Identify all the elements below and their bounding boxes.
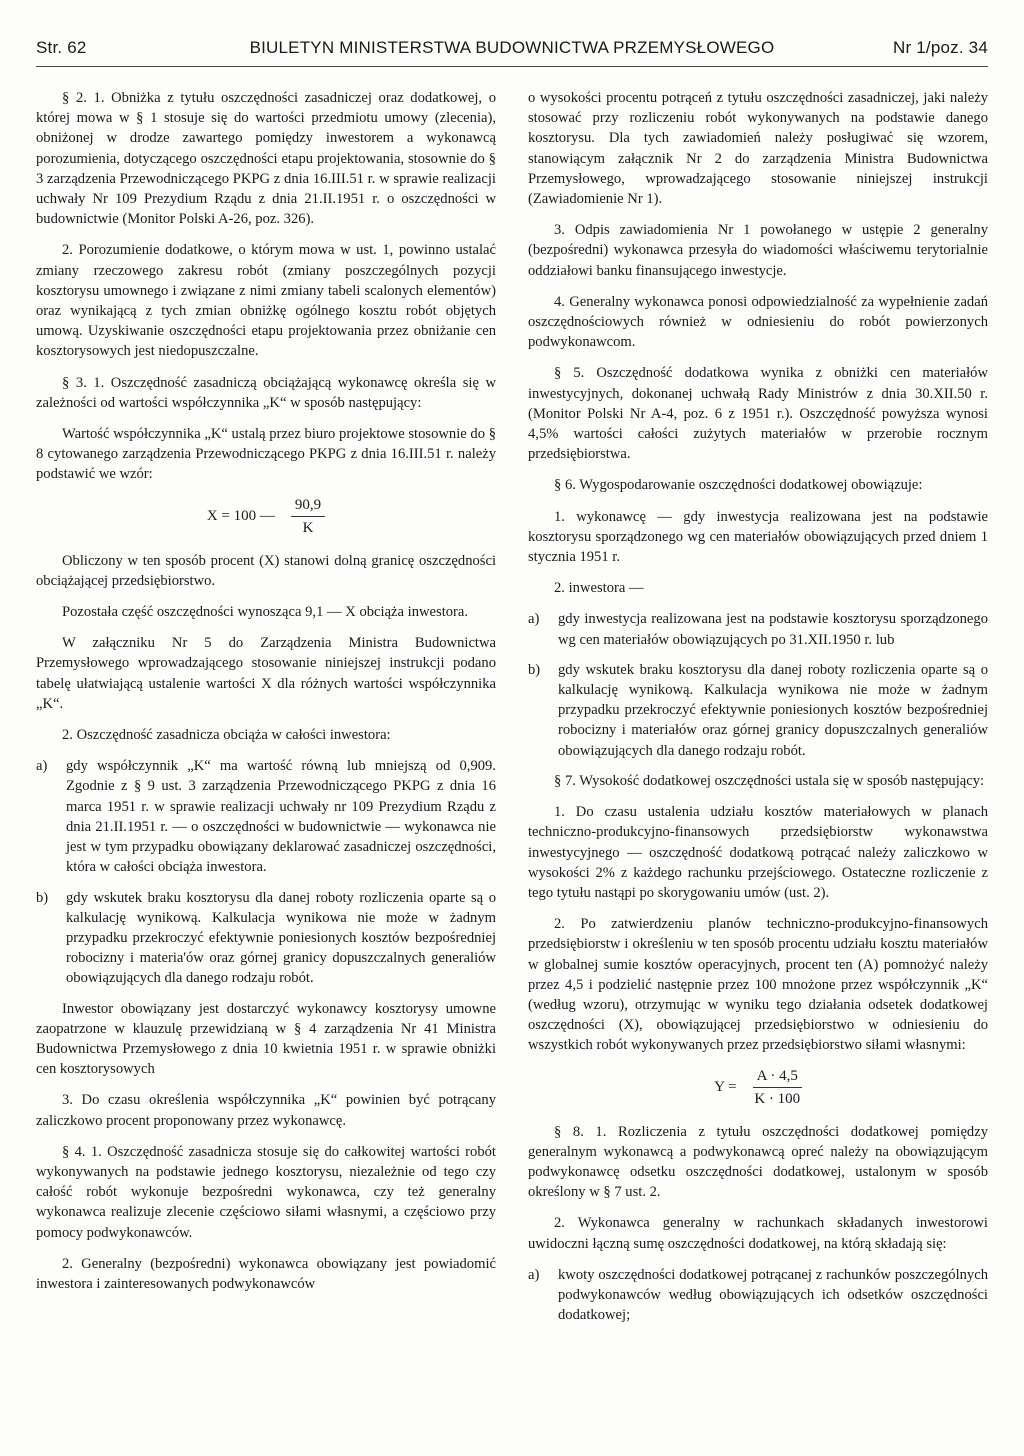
list-item — [36, 756, 496, 877]
paragraph: § 4. 1. Oszczędność zasadnicza stosuje się do całkowitej wartości robót wykonywanych na podstawie jednego kosztorysu, niezależnie od tego czy całość robót wykonuje bezpośredni wykonawca, czy też generalny wykonawca realizuje zlecenie częściowo siłami własnymi, a częściowo przy pomocy podwykonawców. — [36, 1143, 496, 1241]
issue-number: Nr 1/poz. 34 — [892, 38, 988, 57]
list-item — [36, 888, 496, 989]
left-column — [36, 88, 496, 1305]
paragraph: 1. Do czasu ustalenia udziału kosztów materiałowych w planach techniczno-produkcyjno-finansowych przedsiębiorstw wykonawstwa inwestycyjnego — oszczędność dodatkową potrącać należy zaliczkowo w wysokości 2% z każdego rachunku przejściowego. Ostateczne rozliczenie z tego tytułu nastąpi po skorygowaniu umów (ust. 2). — [528, 804, 988, 901]
right-column — [528, 88, 988, 1335]
item-text: kwoty oszczędności dodatkowej potrącanej z rachunków poszczególnych podwykonawców według obowiązujących ich odsetków oszczędności dodatkowej; — [558, 1266, 988, 1324]
list-item — [528, 609, 988, 649]
paragraph: Inwestor obowiązany jest dostarczyć wykonawcy kosztorysy umowne zaopatrzone w klauzulę przewidzianą w § 4 zarządzenia Nr 41 Ministra Budownictwa Przemysłowego z dnia 10 kwietnia 1951 r. w sprawie obniżki cen kosztorysowych — [36, 1000, 496, 1078]
page-number: Str. 62 — [36, 38, 87, 57]
paragraph: 4. Generalny wykonawca ponosi odpowiedzialność za wypełnienie zadań oszczędnościowych również w odniesieniu do robót powierzonych podwykonawcom. — [528, 293, 988, 351]
paragraph: § 7. Wysokość dodatkowej oszczędności ustala się w sposób następujący: — [554, 772, 985, 789]
item-text: gdy wskutek braku kosztorysu dla danej roboty rozliczenia oparte są o kalkulację wynikową. Kalkulacja wynikowa nie może w żadnym przypadku przekroczyć efektywnie poniesionych kosztów bezpośredniej robocizny i materia'ów oraz górnej granicy dopuszczalnych generaliów obowiązujących dla danego rodzaju robót. — [66, 889, 496, 987]
formula-y — [528, 1067, 988, 1108]
paragraph: Wartość współczynnika „K“ ustalą przez biuro projektowe stosownie do § 8 cytowanego zarządzenia Przewodniczącego PKPG z dnia 16.III.51 r. należy podstawić we wzór: — [36, 426, 496, 483]
item-text: gdy współczynnik „K“ ma wartość równą lub mniejszą od 0,909. Zgodnie z § 9 ust. 3 zarządzenia Przewodniczącego PKPG z dnia 16 marca 1951 r. w sprawie realizacji uchwały nr 109 Prezydium Rządu z dnia 21.II.1951 r. — o oszczędności w budownictwie — wykonawca nie jest w tym przypadku obowiązany deklarować zasadniczej oszczędności, która w całości obciąża inwestora. — [66, 758, 496, 876]
formula-numerator: A · 4,5 — [753, 1067, 802, 1088]
paragraph: 2. Porozumienie dodatkowe, o którym mowa w ust. 1, powinno ustalać zmiany rzeczowego zakresu robót (zmiany poszczególnych pozycji kosztorysu umownego i związane z nimi zmiany tabeli scalonych elementów) oraz wynikającą z tych zmian obniżkę ogólnego kosztu robót objętych umową. Uzyskiwanie oszczędności etapu projektowania przez obniżanie cen kosztorysowych jest niedopuszczalne. — [36, 242, 496, 360]
item-label: a) — [528, 611, 540, 628]
paragraph: 2. Oszczędność zasadnicza obciąża w całości inwestora: — [62, 727, 391, 744]
paragraph: 1. wykonawcę — gdy inwestycja realizowana jest na podstawie kosztorysu sporządzonego wg cen materiałów obowiązujących przed dniem 1 stycznia 1951 r. — [528, 508, 988, 566]
item-label: a) — [528, 1266, 540, 1283]
paragraph: 2. Po zatwierdzeniu planów techniczno-produkcyjno-finansowych przedsiębiorstw i określeniu w ten sposób procentu udziału kosztu materiałów w globalnej sumie kosztów operacyjnych, procent ten (A) pomnożyć należy przez 4,5 i podzielić następnie przez 100 mnożone przez współczynnik „K“ (według wzoru), otrzymując w wyniku tego działania odsetek dodatkowej oszczędności (X), obowiązującej przedsiębiorstwo w odniesieniu do wszystkich robót wykonywanych przez przedsiębiorstwo siłami własnymi: — [528, 916, 988, 1054]
formula-x — [36, 496, 496, 537]
paragraph: W załączniku Nr 5 do Zarządzenia Ministra Budownictwa Przemysłowego wprowadzającego stosowanie niniejszej instrukcji podano tabelę ułatwiającą ustalenie wartości X dla różnych wartości współczynnika „K“. — [36, 635, 496, 712]
paragraph: 3. Do czasu określenia współczynnika „K“ powinien być potrącany zaliczkowo procent proponowany przez wykonawcę. — [36, 1092, 496, 1129]
paragraph: § 5. Oszczędność dodatkowa wynika z obniżki cen materiałów inwestycyjnych, dokonanej uchwałą Rady Ministrów z dnia 30.XII.50 r. (Monitor Polski Nr A-4, poz. 6 z 1951 r.). Oszczędność powyższa wynosi 4,5% wartości całości zużytych materiałów w przerobie rocznym przedsiębiorstwa. — [528, 365, 988, 463]
formula-numerator: 90,9 — [291, 496, 325, 517]
paragraph: 2. Wykonawca generalny w rachunkach składanych inwestorowi uwidoczni łączną sumę oszczędności dodatkowej, na którą składają się: — [528, 1215, 988, 1252]
paragraph: 2. Generalny (bezpośredni) wykonawca obowiązany jest powiadomić inwestora i zainteresowanych podwykonawców — [36, 1255, 496, 1292]
item-label: b) — [36, 889, 49, 906]
formula-lhs: X = 100 — — [206, 508, 275, 525]
item-label: a) — [36, 758, 48, 775]
list-item — [528, 660, 988, 761]
list-item — [528, 1265, 988, 1326]
formula-lhs: Y = — [714, 1078, 737, 1095]
paragraph: Pozostała część oszczędności wynosząca 9,1 — X obciąża inwestora. — [62, 604, 469, 621]
paragraph: 3. Odpis zawiadomienia Nr 1 powołanego w ustępie 2 generalny (bezpośredni) wykonawca przesyła do wiadomości właściwemu terytorialnie oddziałowi banku finansującego inwestycje. — [528, 222, 988, 279]
paragraph: § 2. 1. Obniżka z tytułu oszczędności zasadniczej oraz dodatkowej, o której mowa w § 1 stosuje się do wartości przedmiotu umowy (zlecenia), obniżonej w drodze zawartego pomiędzy inwestorem a wykonawcą porozumienia, dotyczącego oszczędności etapu projektowania, stosownie do § 3 zarządzenia Przewodniczącego PKPG z dnia 16.III.51 r. w sprawie realizacji uchwały Nr 109 Prezydium Rządu z dnia 21.II.1951 r. o oszczędności w budownictwie (Monitor Polski A-26, poz. 326). — [36, 90, 496, 228]
item-text: gdy inwestycja realizowana jest na podstawie kosztorysu sporządzonego wg cen materiałów obowiązujących po 31.XII.1950 r. lub — [558, 611, 988, 648]
formula-fraction — [291, 496, 325, 537]
page-header — [36, 38, 988, 64]
paragraph: Obliczony w ten sposób procent (X) stanowi dolną granicę oszczędności obciążającej przedsiębiorstwo. — [36, 552, 496, 589]
bulletin-title: BIULETYN MINISTERSTWA BUDOWNICTWA PRZEMYSŁOWEGO — [249, 38, 775, 57]
item-text: gdy wskutek braku kosztorysu dla danej roboty rozliczenia oparte są o kalkulację wynikową. Kalkulacja wynikowa nie może w żadnym przypadku przekroczyć efektywnie poniesionych kosztów bezpośredniej robocizny i materiałów oraz górnej granicy dopuszczalnych generaliów obowiązujących dla danego rodzaju robót. — [558, 661, 988, 759]
formula-denominator: K · 100 — [754, 1090, 801, 1107]
formula-denominator: K — [302, 519, 314, 536]
paragraph: 2. inwestora — — [554, 580, 644, 597]
paragraph: o wysokości procentu potrąceń z tytułu oszczędności zasadniczej, jaki należy stosować przy rozliczeniu robót wykonywanych na podstawie danego kosztorysu. Dla tych zawiadomień należy posługiwać się wzorem, stanowiącym załącznik Nr 2 do zarządzenia Ministra Budownictwa Przemysłowego, wprowadzającego stosowanie niniejszej instrukcji (Zawiadomienie Nr 1). — [528, 90, 988, 208]
formula-fraction — [753, 1067, 802, 1108]
paragraph: § 6. Wygospodarowanie oszczędności dodatkowej obowiązuje: — [554, 477, 923, 494]
paragraph: § 8. 1. Rozliczenia z tytułu oszczędności dodatkowej pomiędzy generalnym wykonawcą a podwykonawcą opreć należy na obowiązującym podwykonawcę odsetku oszczędności dodatkowej, ustalonym w sposób określony w § 7 ust. 2. — [528, 1123, 988, 1201]
paragraph: § 3. 1. Oszczędność zasadniczą obciążającą wykonawcę określa się w zależności od wartości współczynnika „K“ w sposób następujący: — [36, 374, 496, 411]
header-rule — [36, 66, 988, 67]
item-label: b) — [528, 661, 541, 678]
